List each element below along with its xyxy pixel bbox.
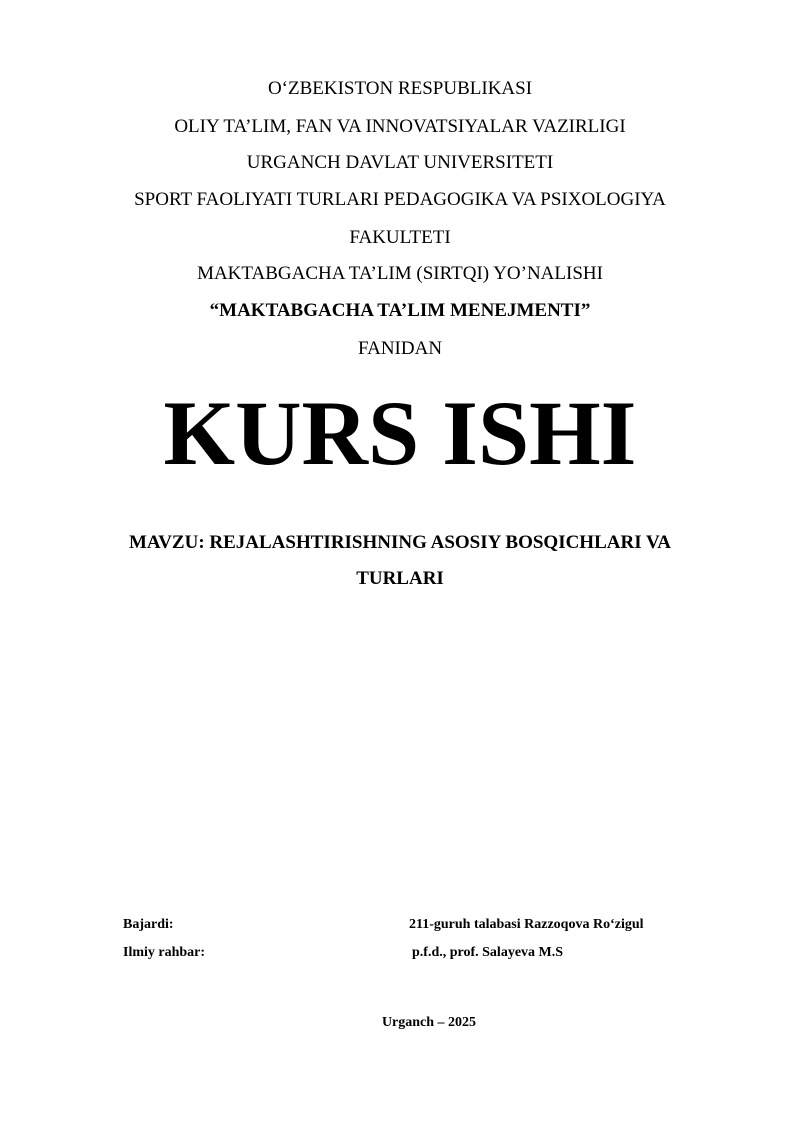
document-title: KURS ISHI <box>163 382 637 484</box>
university-heading: URGANCH DAVLAT UNIVERSITETI <box>246 152 554 173</box>
subject-heading: “MAKTABGACHA TA’LIM MENEJMENTI” <box>209 300 591 321</box>
topic-line2: TURLARI <box>356 568 444 589</box>
faculty-heading-line2: FAKULTETI <box>349 227 451 248</box>
topic-line1: MAVZU: REJALASHTIRISHNING ASOSIY BOSQICHLARI VA <box>129 532 671 553</box>
country-heading: O‘ZBEKISTON RESPUBLIKASI <box>267 78 533 99</box>
faculty-heading-line1: SPORT FAOLIYATI TURLARI PEDAGOGIKA VA PSIXOLOGIYA <box>134 189 666 210</box>
author-value: 211-guruh talabasi Razzoqova Ro‘zigul <box>409 917 644 932</box>
supervisor-value: p.f.d., prof. Salayeva M.S <box>412 945 564 960</box>
place-year: Urganch – 2025 <box>381 1015 477 1030</box>
author-label: Bajardi: <box>123 917 174 932</box>
subject-suffix: FANIDAN <box>357 338 443 359</box>
direction-heading: MAKTABGACHA TA’LIM (SIRTQI) YO’NALISHI <box>197 263 603 284</box>
ministry-heading: OLIY TA’LIM, FAN VA INNOVATSIYALAR VAZIRLIGI <box>174 116 626 137</box>
supervisor-label: Ilmiy rahbar: <box>123 945 206 960</box>
